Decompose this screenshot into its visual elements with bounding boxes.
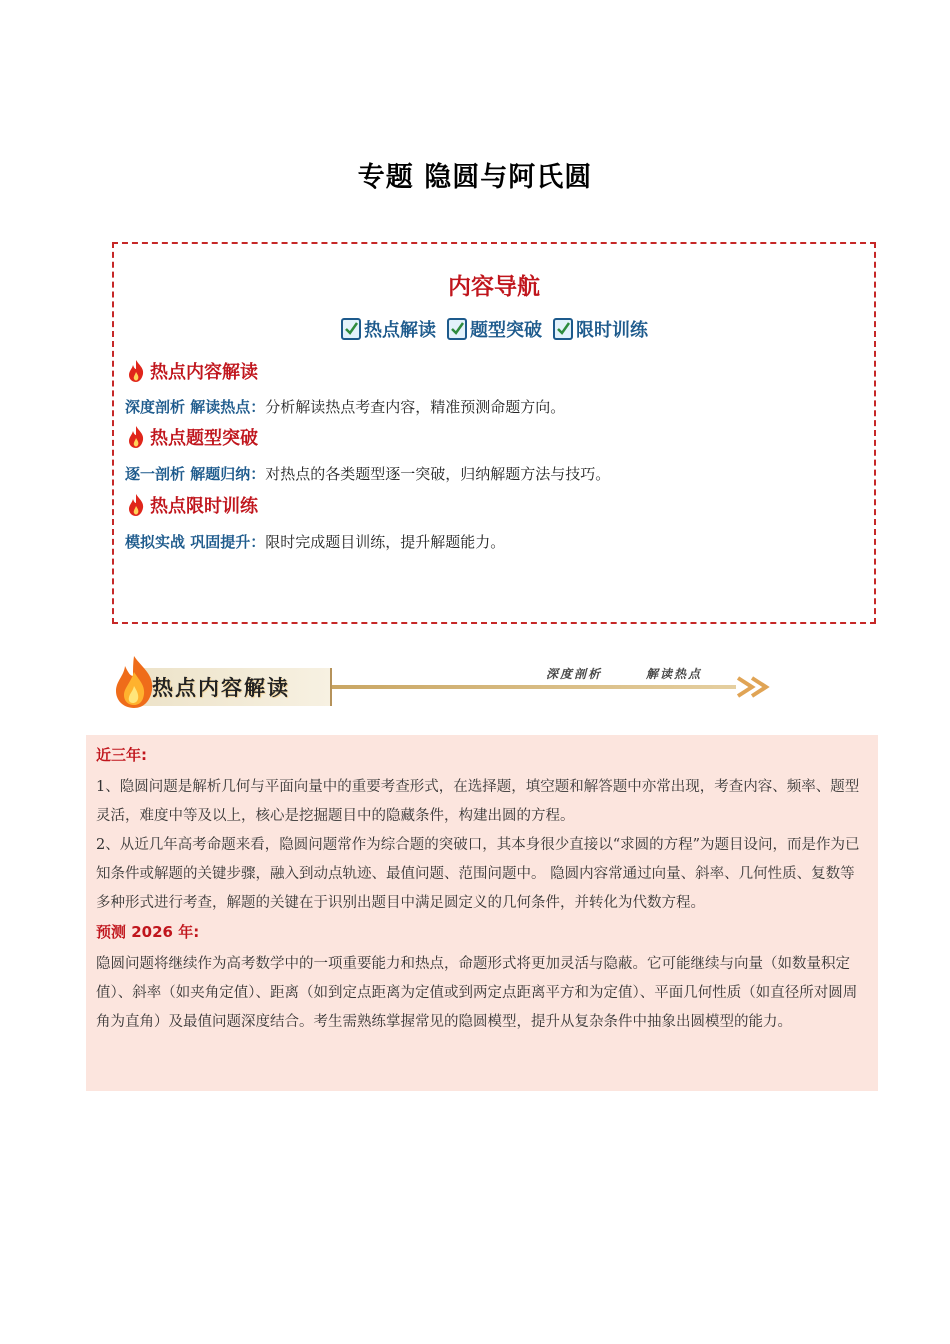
section-desc-text: 限时完成题目训练，提升解题能力。 [265,533,506,551]
section-heading-hot-reading [126,358,258,384]
section-heading-timed-training [126,492,258,518]
section-desc-text: 分析解读热点考查内容，精准预测命题方向。 [265,398,566,416]
content-navigation-box [112,242,876,624]
section-heading-label: 热点限时训练 [150,496,258,517]
nav-tag-hot-reading [340,316,436,342]
checklist-icon [552,317,574,341]
section-description [125,531,505,552]
document-title: 专题 隐圆与阿氏圆 [357,162,593,193]
flame-icon [126,359,146,383]
nav-tags [114,316,874,342]
nav-title: 内容导航 [448,274,540,300]
nav-tag-label: 题型突破 [470,320,542,341]
checklist-icon [340,317,362,341]
section-desc-text: 对热点的各类题型逐一突破，归纳解题方法与技巧。 [265,465,611,483]
banner-subtitle-left: 深度剖析 [546,667,603,681]
section-heading-problem-types [126,424,258,450]
nav-tag-label: 热点解读 [364,320,436,341]
section-heading-label: 热点内容解读 [150,362,258,383]
recent-years-paragraph-1: 1、隐圆问题是解析几何与平面向量中的重要考查形式，在选择题，填空题和解答题中亦常出现，考查内容、频率、题型灵活，难度中等及以上，核心是挖掘题目中的隐藏条件，构建出圆的方程。 [96,779,860,824]
checklist-icon [446,317,468,341]
section-keyword: 深度剖析 解读热点： [125,398,266,416]
flame-icon [126,493,146,517]
section-banner [112,652,772,712]
nav-tag-label: 限时训练 [576,320,648,341]
forecast-paragraph: 隐圆问题将继续作为高考数学中的一项重要能力和热点，命题形式将更加灵活与隐蔽。它可能继续与向量（如数量积定值）、斜率（如夹角定值）、距离（如到定点距离为定值或到两定点距离平方和为定值）、平面几何性质（如直径所对圆周角为直角）及最值问题深度结合。考生需熟练掌握常见的隐圆模型，提升从复杂条件中抽象出圆模型的能力。 [96,956,858,1030]
section-description [125,463,610,484]
banner-title: 热点内容解读 [152,675,290,700]
section-keyword: 模拟实战 巩固提升： [125,533,266,551]
nav-tag-problem-types [446,316,542,342]
section-description [125,396,565,417]
recent-years-heading: 近三年: [96,746,147,764]
analysis-content-box [86,735,878,1091]
banner-subtitle-right: 解读热点 [646,667,703,681]
nav-tag-timed-training [552,316,648,342]
section-keyword: 逐一剖析 解题归纳： [125,465,266,483]
flame-icon [126,425,146,449]
section-heading-label: 热点题型突破 [150,428,258,449]
forecast-heading: 预测 2026 年: [96,923,200,941]
recent-years-paragraph-2: 2、从近几年高考命题来看，隐圆问题常作为综合题的突破口，其本身很少直接以“求圆的方程”为题目设问，而是作为已知条件或解题的关键步骤，融入到动点轨迹、最值问题、范围问题中。 隐圆内容常通过向量、斜率、几何性质、复数等多种形式进行考查，解题的关键在于识别出题目中满足圆定义的几何条件，并转化为代数方程。 [96,837,860,911]
fire-icon [112,654,156,710]
